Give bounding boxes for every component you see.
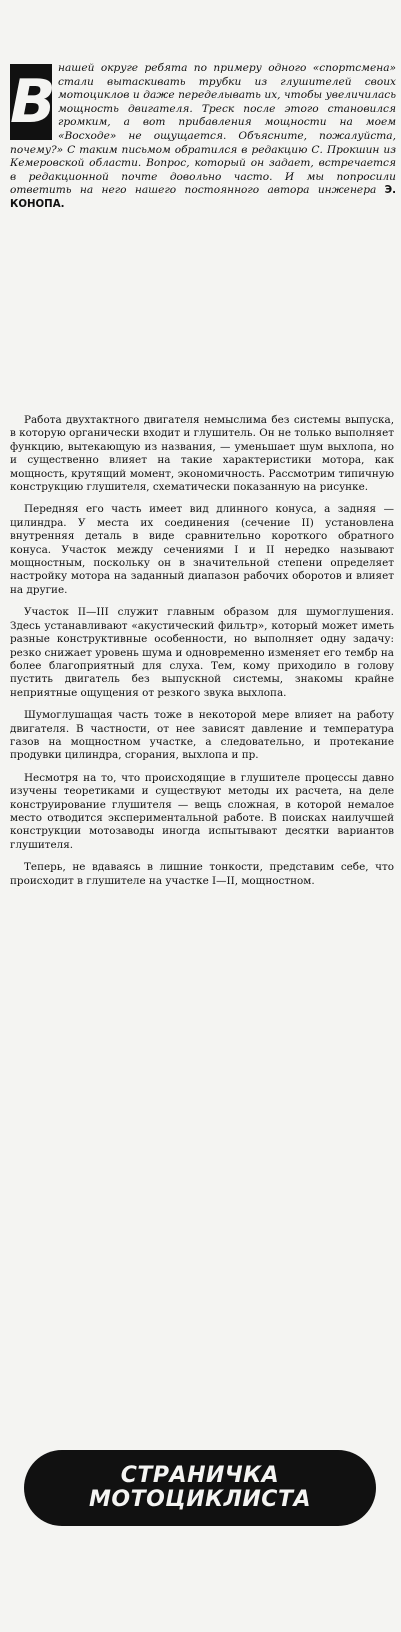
banner-line-2: МОТОЦИКЛИСТА bbox=[89, 1487, 311, 1512]
banner-line-1: СТРАНИЧКА bbox=[120, 1463, 280, 1488]
section-banner bbox=[24, 1450, 376, 1526]
body-paragraph: Участок II—III служит главным образом для шумоглушения. Здесь устанавливают «акустический фильтр», который может иметь разные конструктивные особенности, но выполняет одну задачу: резко снижает уровень шума и одновременно изменяет его тембр на более благоприятный для слуха. Тем, кому приходило в голову пустить двигатель без выпускной системы, знакомы крайне неприятные ощущения от резкого звука выхлопа. bbox=[10, 606, 394, 699]
body-paragraph: Работа двухтактного двигателя немыслима без системы выпуска, в которую органически входит и глушитель. Он не только выполняет функцию, вытекающую из названия, — уменьшает шум выхлопа, но и существенно влияет на такие характеристики мотора, как мощность, крутящий момент, экономичность. Рассмотрим типичную конструкцию глушителя, схематически показанную на рисунке. bbox=[10, 414, 394, 494]
drop-cap: В bbox=[10, 64, 52, 140]
body-paragraph: Несмотря на то, что происходящие в глушителе процессы давно изучены теоретиками и существуют методы их расчета, на деле конструирование глушителя — вещь сложная, в которой немалое место отводится экспериментальной работе. В поисках наилучшей конструкции мотозаводы иногда испытывают десятки вариантов глушителя. bbox=[10, 771, 394, 851]
author-name: Э. КОНОПА. bbox=[10, 185, 396, 210]
body-paragraph: Теперь, не вдаваясь в лишние тонкости, представим себе, что происходит в глушителе на участке I—II, мощностном. bbox=[10, 861, 394, 887]
intro-text: нашей округе ребята по примеру одного «спортсмена» стали вытаскивать трубки из глушителей своих мотоциклов и даже переделывать их, чтобы увеличилась мощность двигателя. Треск после этого становился громким, а вот прибавления мощности на моем «Восходе» не ощущается. Объясните, пожалуйста, почему?» С таким письмом обратился в редакцию С. Прокшин из Кемеровской области. Вопрос, который он задает, встречается в редакционной почте довольно часто. И мы попросили ответить на него нашего постоянного автора инженера bbox=[10, 62, 396, 197]
body-paragraph: Шумоглушащая часть тоже в некоторой мере влияет на работу двигателя. В частности, от нее зависят давление и температура газов на мощностном участке, а следовательно, и протекание продувки цилиндра, сгорания, выхлопа и пр. bbox=[10, 709, 394, 762]
intro-paragraph bbox=[10, 62, 396, 212]
article-body bbox=[10, 414, 394, 888]
body-paragraph: Передняя его часть имеет вид длинного конуса, а задняя — цилиндра. У места их соединения (сечение II) установлена внутренняя деталь в виде сравнительно короткого обратного конуса. Участок между сечениями I и II нередко называют мощностным, поскольку он в значительной степени определяет настройку мотора на заданный диапазон рабочих оборотов и влияет на другие. bbox=[10, 503, 394, 596]
